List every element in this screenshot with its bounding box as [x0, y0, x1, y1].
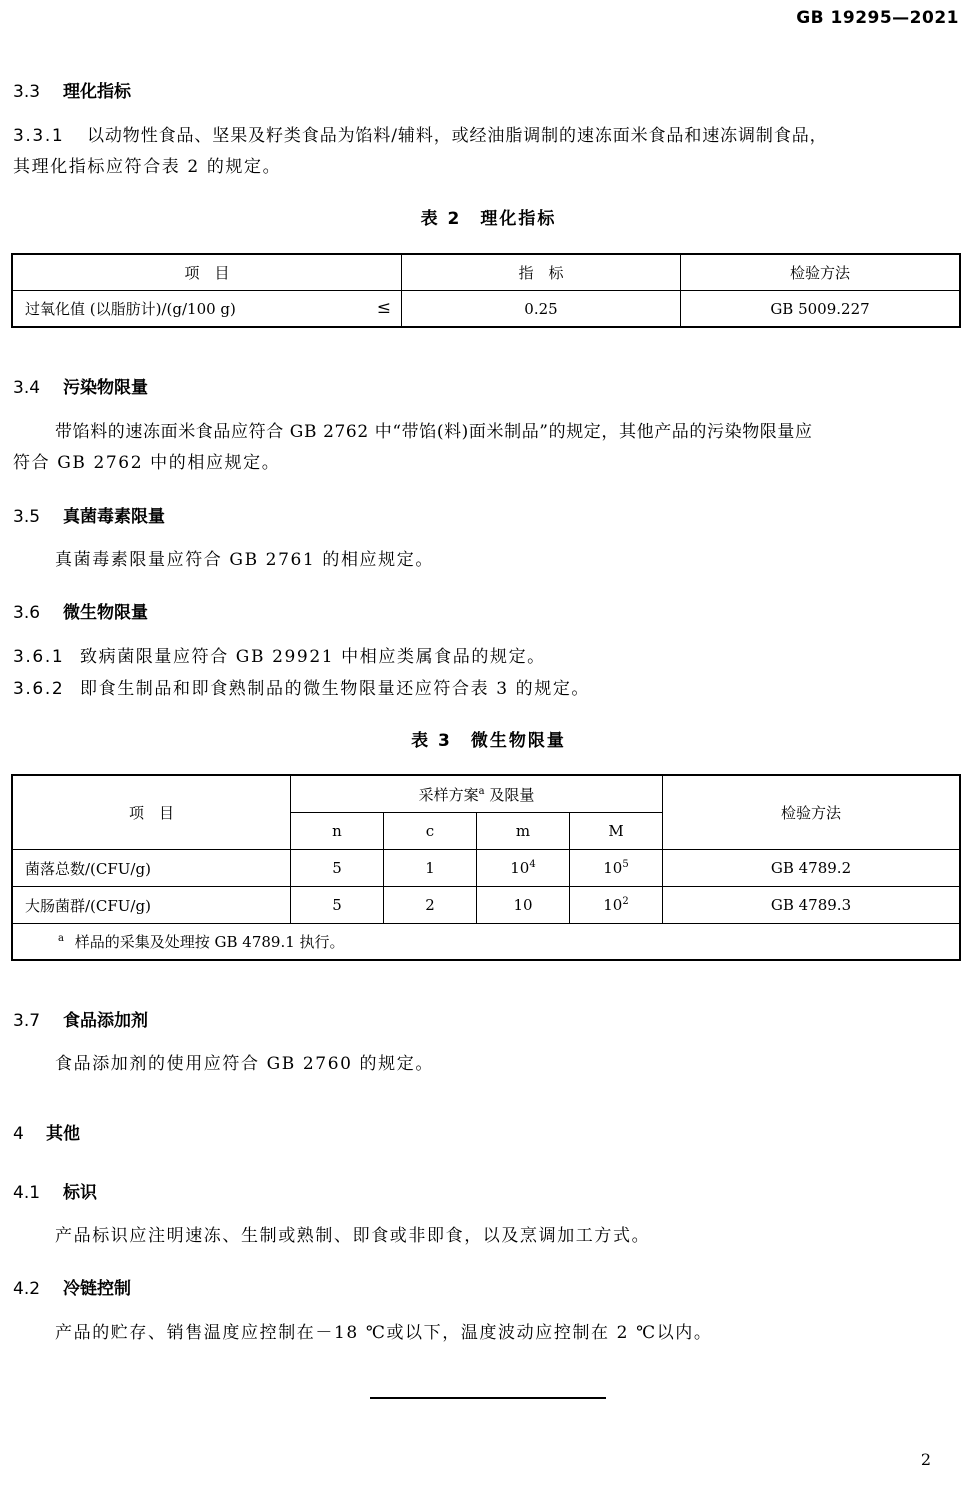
less-equal-sign: ≤	[376, 298, 391, 318]
table-3-header-plan: 采样方案$^a$ 及限量	[291, 776, 663, 813]
table-2-header-value: 指 标	[402, 255, 681, 291]
table-3-sub-M: M	[570, 813, 663, 850]
section-3-3-heading: 3.3 理化指标	[13, 82, 131, 102]
page-number: 2	[920, 1450, 931, 1469]
clause-3-4-text: 带馅料的速冻面米食品应符合 GB 2762 中“带馅(料)面米制品”的规定，其他产品的污染物限量应 符合 GB 2762 中的相应规定。	[13, 422, 813, 473]
table-2-header-method: 检验方法	[681, 255, 960, 291]
standard-number: GB 19295—2021	[796, 8, 959, 28]
section-4-1-heading: 4.1 标识	[13, 1183, 97, 1203]
clause-3-7-text: 食品添加剂的使用应符合 GB 2760 的规定。	[55, 1054, 434, 1074]
clause-3-6-2: 3.6.2 即食生制品和即食熟制品的微生物限量还应符合表 3 的规定。	[13, 679, 591, 699]
table-3-note: $^a$ 样品的采集及处理按 GB 4789.1 执行。	[13, 924, 960, 960]
chapter-4-heading: 4 其他	[13, 1124, 80, 1144]
table-2-item: 过氧化值 (以脂肪计)/(g/100 g)	[25, 300, 236, 318]
table-3-header-item: 项 目	[13, 776, 291, 850]
section-3-5-heading: 3.5 真菌毒素限量	[13, 507, 165, 527]
clause-3-5-text: 真菌毒素限量应符合 GB 2761 的相应规定。	[55, 550, 434, 570]
clause-3-6-1: 3.6.1 致病菌限量应符合 GB 29921 中相应类属食品的规定。	[13, 647, 546, 667]
clause-4-2-text: 产品的贮存、销售温度应控制在－18 ℃或以下，温度波动应控制在 2 ℃以内。	[55, 1323, 713, 1343]
table-row: 大肠菌群/(CFU/g) 5 2 10 $10^2$ GB 4789.3	[13, 887, 960, 924]
table-3-item: 菌落总数/(CFU/g)	[13, 850, 291, 887]
table-3-sub-n: n	[291, 813, 384, 850]
section-3-7-heading: 3.7 食品添加剂	[13, 1011, 148, 1031]
table-2-value: 0.25	[402, 291, 681, 327]
table-3-item: 大肠菌群/(CFU/g)	[13, 887, 291, 924]
end-rule	[370, 1397, 606, 1399]
table-3-caption: 表 3 微生物限量	[411, 731, 566, 751]
table-3	[12, 775, 960, 960]
clause-4-1-text: 产品标识应注明速冻、生制或熟制、即食或非即食，以及烹调加工方式。	[55, 1226, 651, 1246]
table-3-sub-m: m	[477, 813, 570, 850]
section-4-2-heading: 4.2 冷链控制	[13, 1279, 131, 1299]
table-3-header-method: 检验方法	[663, 776, 960, 850]
table-2-row	[13, 291, 402, 327]
table-2-method: GB 5009.227	[681, 291, 960, 327]
table-2-header-item: 项 目	[13, 255, 402, 291]
table-2	[12, 254, 960, 327]
section-3-6-heading: 3.6 微生物限量	[13, 603, 148, 623]
section-3-4-heading: 3.4 污染物限量	[13, 378, 148, 398]
table-row: 菌落总数/(CFU/g) 5 1 $10^4$ $10^5$ GB 4789.2	[13, 850, 960, 887]
clause-3-3-1: 3.3.1 以动物性食品、坚果及籽类食品为馅料/辅料，或经油脂调制的速冻面米食品和速冻调制食品， 其理化指标应符合表 2 的规定。	[13, 126, 828, 177]
table-3-sub-c: c	[384, 813, 477, 850]
table-2-caption: 表 2 理化指标	[420, 209, 557, 229]
